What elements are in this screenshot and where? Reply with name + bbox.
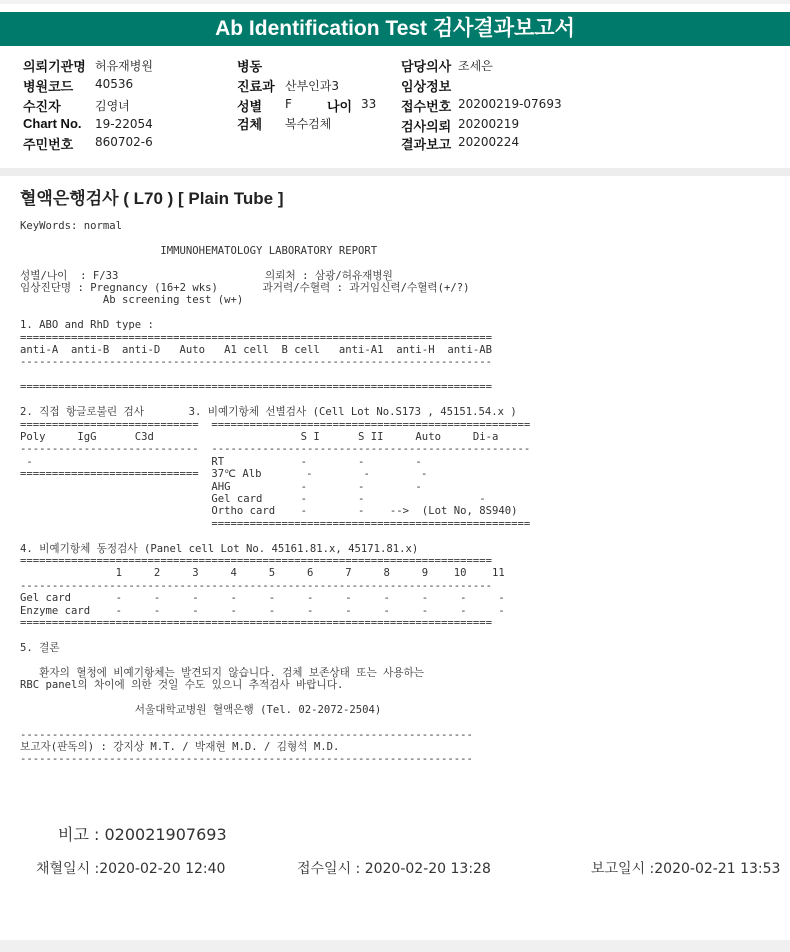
specimen-label: 검체 — [237, 117, 263, 132]
sex-value: F — [285, 97, 292, 111]
receipt-value: 20200219-07693 — [458, 97, 562, 111]
patient-info-block — [0, 48, 790, 168]
doctor-label: 담당의사 — [401, 59, 452, 74]
code-value: 40536 — [95, 77, 134, 91]
collect-time: 채혈일시 :2020-02-20 12:40 — [36, 861, 226, 877]
ssn-label: 주민번호 — [23, 137, 74, 152]
bottom-strip — [0, 940, 790, 952]
dept-label: 진료과 — [237, 79, 275, 94]
age-value: 33 — [361, 97, 377, 111]
patient-label: 수진자 — [23, 99, 61, 114]
report-date-label: 결과보고 — [401, 137, 452, 152]
report-time: 보고일시 :2020-02-21 13:53 — [591, 861, 781, 877]
receipt-label: 접수번호 — [401, 99, 452, 114]
clinical-label: 임상정보 — [401, 79, 452, 94]
chart-label: Chart No. — [23, 116, 82, 131]
ward-label: 병동 — [237, 59, 263, 74]
sex-label: 성별 — [237, 99, 263, 114]
patient-value: 김영녀 — [95, 99, 130, 113]
receipt-time: 접수일시 : 2020-02-20 13:28 — [297, 861, 491, 877]
report-date-value: 20200224 — [458, 135, 520, 149]
lab-report-text: KeyWords: normal IMMUNOHEMATOLOGY LABORATORY REPORT 성별/나이 : F/33 의뢰처 : 삼광/허유재병원 임상진단명 : Pregnancy (16+2 wks) 과거력/수혈력 : 과거임신력/수혈력(+/?) Ab screening test (w+) 1. ABO and RhD type : ========================================================================== anti-A anti-B anti-D Auto A1 cell B cell anti-A1 anti-H anti-AB -------------------------------------------------------------------------- ========================================================================== 2. 직접 항글로불린 검사 3. 비예기항체 선별검사 (Cell Lot No.S173 , 45151.54.x ) ============================ ================================================== Poly IgG C3d S I S II Auto Di-a ---------------------------- -------------------------------------------------- - RT - - - ============================ 37℃ Alb - - - AHG - - - Gel card - - - Ortho card - - --> (Lot No, 8S940) ================================================== 4. 비예기항체 동정검사 (Panel cell Lot No. 45161.81.x, 45171.81.x) ========================================================================== 1 2 3 4 5 6 7 8 9 10 11 -------------------------------------------------------------------------- Gel card - - - - - - - - - - - Enzyme card - - - - - - - - - - - ========================================================================== 5. 결론 환자의 혈청에 비예기항체는 발견되지 않습니다. 검체 보존상태 또는 사용하는 RBC panel의 차이에 의한 것일 수도 있으니 추적검사 바랍니다. 서울대학교병원 혈액은행 (Tel. 02-2072-2504) ----------------------------------------------------------------------- 보고자(판독의) : 강지상 M.T. / 박재현 M.D. / 김형석 M.D. ----------------------------------------------------------------------- — [20, 220, 531, 766]
remark-line: 비고 : 020021907693 — [58, 825, 227, 844]
doctor-value: 조세은 — [458, 59, 493, 73]
chart-value: 19-22054 — [95, 117, 153, 131]
top-strip — [0, 0, 790, 4]
hospital-value: 허유재병원 — [95, 59, 153, 73]
age-label: 나이 — [327, 99, 353, 114]
specimen-value: 복수검체 — [285, 117, 332, 131]
test-subtitle: 혈액은행검사 ( L70 ) [ Plain Tube ] — [20, 189, 284, 208]
dept-value: 산부인과3 — [285, 79, 340, 93]
section-divider — [0, 168, 790, 176]
code-label: 병원코드 — [23, 79, 74, 94]
report-title: Ab Identification Test 검사결과보고서 — [0, 12, 790, 46]
request-value: 20200219 — [458, 117, 520, 131]
ssn-value: 860702-6 — [95, 135, 153, 149]
request-label: 검사의뢰 — [401, 119, 452, 134]
hospital-label: 의뢰기관명 — [23, 59, 86, 74]
